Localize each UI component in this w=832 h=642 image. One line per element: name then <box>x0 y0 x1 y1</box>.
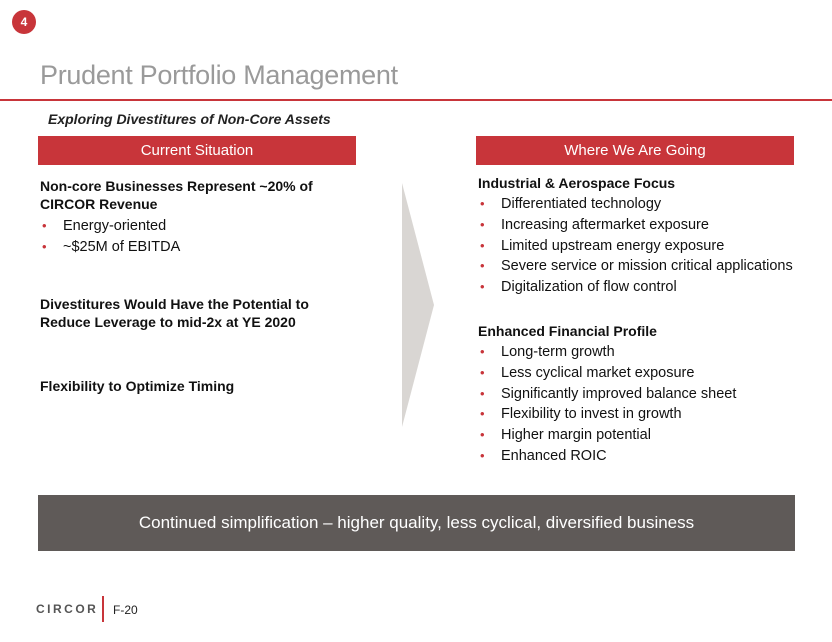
summary-banner: Continued simplification – higher quality, less cyclical, diversified business <box>38 495 795 551</box>
page-label: F-20 <box>113 603 138 617</box>
right-section2-bullets <box>478 342 818 467</box>
bullet-icon: • <box>480 237 485 253</box>
left-section1-title: Non-core Businesses Represent ~20% of CIRCOR Revenue <box>40 178 313 212</box>
list-item: • Higher margin potential <box>478 425 818 446</box>
list-item: • Long-term growth <box>478 342 818 363</box>
bullet-icon: • <box>42 238 47 254</box>
bullet-icon: • <box>480 385 485 401</box>
bullet-icon: • <box>480 216 485 232</box>
bullet-icon: • <box>480 364 485 380</box>
left-section3-title: Flexibility to Optimize Timing <box>40 377 235 394</box>
title-divider <box>0 99 832 101</box>
right-section1-title: Industrial & Aerospace Focus <box>478 175 676 191</box>
right-section2-title: Enhanced Financial Profile <box>478 322 657 339</box>
bullet-icon: • <box>480 196 485 211</box>
current-situation-column <box>40 177 360 395</box>
bullet-icon: • <box>480 279 485 295</box>
list-item: • Severe service or mission critical applications <box>478 256 818 277</box>
bullet-icon: • <box>480 258 485 274</box>
bullet-icon: • <box>480 447 485 463</box>
page-title: Prudent Portfolio Management <box>40 60 398 90</box>
list-item: • Energy-oriented <box>40 216 360 237</box>
list-item: • Significantly improved balance sheet <box>478 384 818 405</box>
bullet-icon: • <box>42 218 47 233</box>
logo-divider <box>102 596 104 622</box>
bullet-icon: • <box>480 427 485 443</box>
slide-subtitle: Exploring Divestitures of Non-Core Assets <box>48 111 331 127</box>
right-section1-bullets <box>478 194 818 298</box>
transition-arrow-icon <box>402 183 436 428</box>
list-item: • Less cyclical market exposure <box>478 363 818 384</box>
bullet-icon: • <box>480 406 485 422</box>
left-section2-title: Divestitures Would Have the Potential to Reduce Leverage to mid-2x at YE 2020 <box>40 295 309 330</box>
where-we-are-going-column <box>478 174 818 467</box>
page-number-badge: 4 <box>12 10 36 34</box>
left-section1-bullets <box>40 216 360 258</box>
list-item: • Enhanced ROIC <box>478 446 818 467</box>
list-item: • Flexibility to invest in growth <box>478 404 818 425</box>
list-item: • Differentiated technology <box>478 194 818 215</box>
list-item: • Digitalization of flow control <box>478 277 818 298</box>
circor-logo: CIRCOR <box>36 602 99 616</box>
bullet-icon: • <box>480 343 485 359</box>
where-we-are-going-header: Where We Are Going <box>476 136 794 165</box>
list-item: • Increasing aftermarket exposure <box>478 215 818 236</box>
list-item: • Limited upstream energy exposure <box>478 236 818 257</box>
current-situation-header: Current Situation <box>38 136 356 165</box>
list-item: • ~$25M of EBITDA <box>40 237 360 258</box>
